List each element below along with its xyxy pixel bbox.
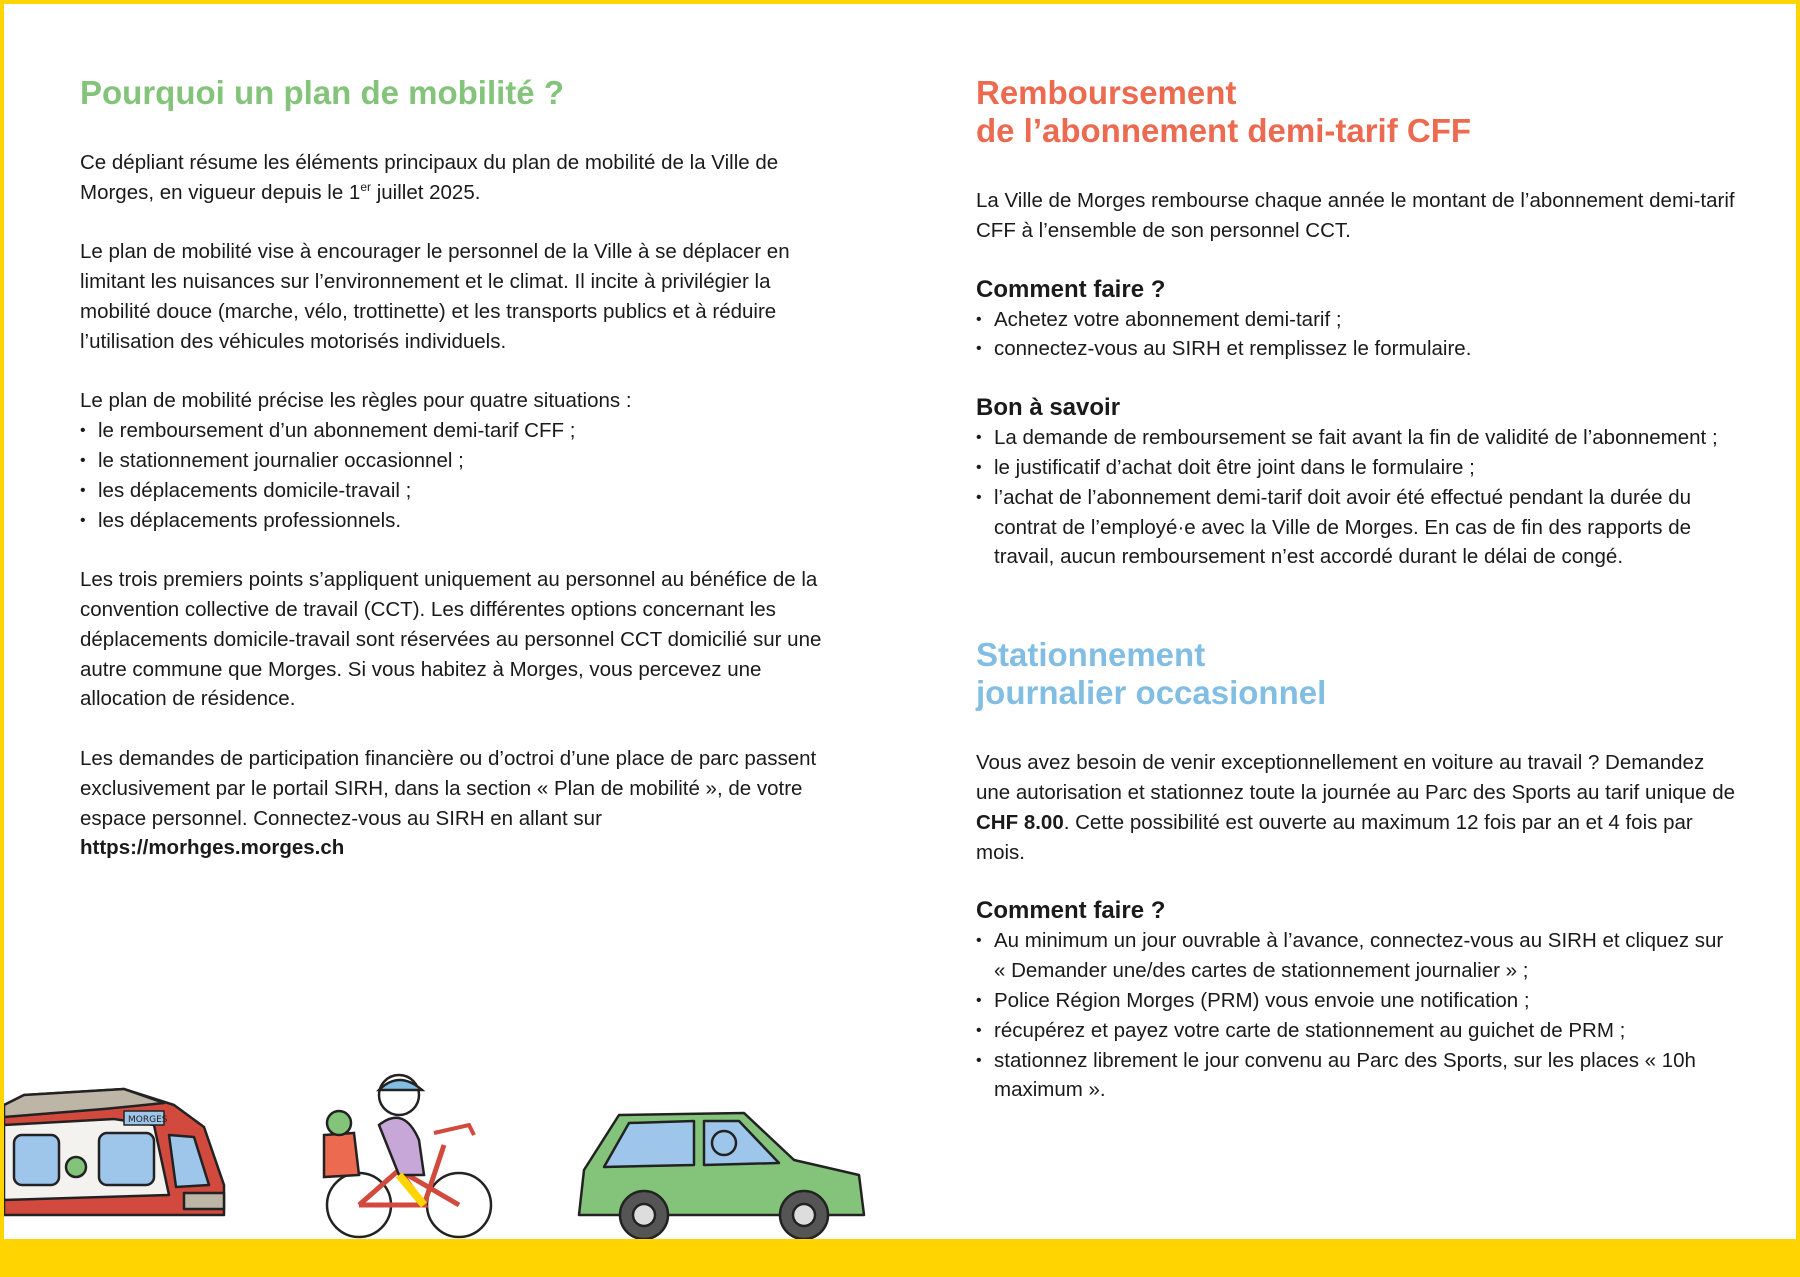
list-item: • le remboursement d’un abonnement demi-tarif CFF ; bbox=[80, 416, 840, 446]
list-item: • stationnez librement le jour convenu au Parc des Sports, sur les places « 10h maximum ». bbox=[976, 1046, 1736, 1106]
list-item: • récupérez et payez votre carte de stationnement au guichet de PRM ; bbox=[976, 1016, 1736, 1046]
reimbursement-heading-line1: Remboursement bbox=[976, 74, 1237, 111]
sirh-text: Les demandes de participation financière ou d’octroi d’une place de parc passent exclusivement par le portail SIRH, dans la section « Plan de mobilité », de votre espace personnel. Connectez-vous au SIRH en allant sur bbox=[80, 746, 817, 830]
situations-intro: Le plan de mobilité précise les règles pour quatre situations : bbox=[80, 389, 632, 413]
sirh-link[interactable]: https://morhges.morges.ch bbox=[80, 836, 345, 860]
parking-intro bbox=[976, 748, 1736, 867]
parking-heading bbox=[976, 636, 1736, 712]
list-item: • les déplacements professionnels. bbox=[80, 506, 840, 536]
train-destination-sign: MORGES bbox=[128, 1115, 168, 1125]
reimbursement-heading-line2: de l’abonnement demi-tarif CFF bbox=[976, 112, 1472, 149]
parking-heading-line1: Stationnement bbox=[976, 636, 1206, 674]
sirh-paragraph bbox=[80, 744, 840, 863]
list-item: • Achetez votre abonnement demi-tarif ; bbox=[976, 305, 1736, 335]
list-item: • Police Région Morges (PRM) vous envoie une notification ; bbox=[976, 986, 1736, 1016]
reimbursement-heading bbox=[976, 74, 1736, 150]
intro-date-text: juillet 2025. bbox=[371, 180, 481, 204]
reimbursement-intro: La Ville de Morges rembourse chaque année le montant de l’abonnement demi-tarif CFF à l’ensemble de son personnel CCT. bbox=[976, 189, 1735, 242]
car-illustration bbox=[579, 1113, 864, 1239]
parking-intro-text: Vous avez besoin de venir exceptionnellement en voiture au travail ? Demandez une autorisation et stationnez toute la journée au Parc des Sports au tarif unique de bbox=[976, 751, 1736, 804]
mobility-illustrations bbox=[4, 1065, 874, 1245]
reimbursement-how-heading: Comment faire ? bbox=[976, 275, 1166, 303]
parking-heading-line2: journalier occasionnel bbox=[976, 674, 1327, 712]
list-item: • les déplacements domicile-travail ; bbox=[80, 476, 840, 506]
goal-paragraph: Le plan de mobilité vise à encourager le personnel de la Ville à se déplacer en limitant les nuisances sur l’environnement et le climat. Il incite à privilégier la mobilité douce (marche, vélo, trottinette) et les transports publics et à réduire l’utilisation des véhicules motorisés individuels. bbox=[80, 240, 790, 353]
parking-how-heading: Comment faire ? bbox=[976, 897, 1166, 925]
situations-list bbox=[80, 416, 840, 535]
good-to-know-list bbox=[976, 423, 1736, 572]
why-mobility-plan-heading: Pourquoi un plan de mobilité ? bbox=[80, 74, 564, 111]
list-item: • La demande de remboursement se fait avant la fin de validité de l’abonnement ; bbox=[976, 423, 1736, 453]
parking-intro-limits: . Cette possibilité est ouverte au maximum 12 fois par an et 4 fois par mois. bbox=[976, 810, 1693, 864]
good-to-know-heading: Bon à savoir bbox=[976, 394, 1121, 422]
bicycle-illustration bbox=[324, 1075, 491, 1237]
left-column bbox=[80, 74, 840, 863]
reimbursement-how-list bbox=[976, 305, 1736, 365]
list-item: • connectez-vous au SIRH et remplissez le formulaire. bbox=[976, 334, 1736, 364]
list-item: • Au minimum un jour ouvrable à l’avance, connectez-vous au SIRH et cliquez sur « Demander une/des cartes de stationnement journalier » ; bbox=[976, 926, 1736, 986]
list-item: • le stationnement journalier occasionnel ; bbox=[80, 446, 840, 476]
right-column bbox=[976, 74, 1736, 1105]
parking-price: CHF 8.00 bbox=[976, 810, 1064, 834]
ordinal-superscript: er bbox=[360, 179, 372, 194]
intro-paragraph bbox=[80, 148, 840, 208]
bottom-yellow-band bbox=[4, 1239, 1796, 1277]
intro-text: Ce dépliant résume les éléments principaux du plan de mobilité de la Ville de Morges, en vigueur depuis le 1 bbox=[80, 151, 779, 204]
cct-paragraph: Les trois premiers points s’appliquent uniquement au personnel au bénéfice de la convention collective de travail (CCT). Les différentes options concernant les déplacements domicile-travail sont réservées au personnel CCT domicilié sur une autre commune que Morges. Si vous habitez à Morges, vous percevez une allocation de résidence. bbox=[80, 568, 822, 711]
list-item: • l’achat de l’abonnement demi-tarif doit avoir été effectué pendant la durée du contrat de l’employé·e avec la Ville de Morges. En cas de fin des rapports de travail, aucun remboursement n’est accordé durant le délai de congé. bbox=[976, 483, 1736, 572]
train-illustration bbox=[4, 1089, 224, 1215]
parking-how-list bbox=[976, 926, 1736, 1105]
list-item: • le justificatif d’achat doit être joint dans le formulaire ; bbox=[976, 453, 1736, 483]
